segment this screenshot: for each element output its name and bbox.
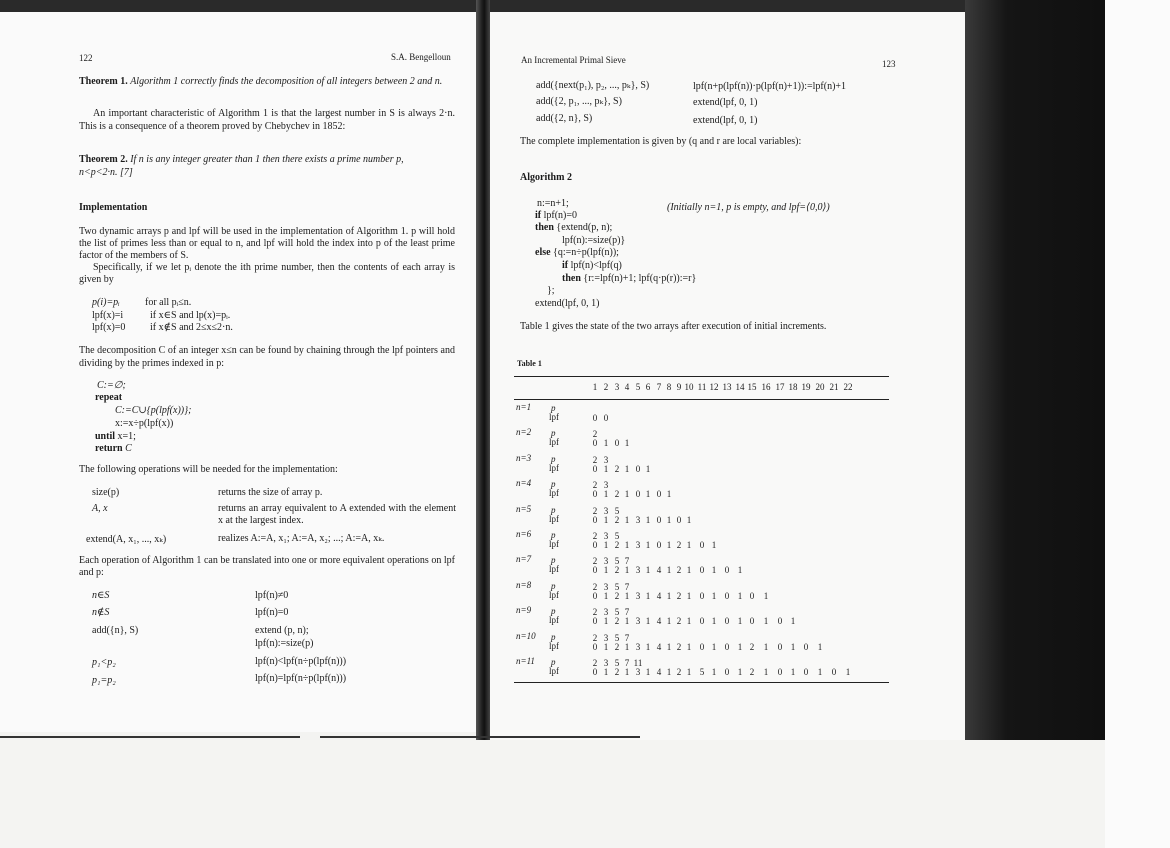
trans-rhs: lpf(n)=0 bbox=[255, 607, 289, 618]
table-cell: 1 bbox=[686, 565, 692, 576]
def-rhs: for all pᵢ≤n. bbox=[145, 297, 192, 308]
theorem-1: Theorem 1. Algorithm 1 correctly finds the decomposition of all integers between 2 and n. bbox=[79, 76, 443, 87]
table-header-cell: 21 bbox=[829, 382, 839, 392]
table-cell: 1 bbox=[737, 641, 743, 652]
table-cell: 3 bbox=[603, 556, 609, 567]
table-row-label: p bbox=[551, 580, 556, 591]
table-header-cell: 8 bbox=[666, 382, 672, 392]
table-cell: 1 bbox=[666, 667, 672, 677]
table-cell: 0 bbox=[592, 667, 598, 677]
table-row-label: n=1 bbox=[516, 402, 532, 412]
table-cell: 0 bbox=[699, 565, 705, 576]
table-cell: 0 bbox=[656, 514, 662, 525]
table-cell: 1 bbox=[666, 590, 672, 601]
table-cell: 2 bbox=[749, 641, 755, 652]
op-desc: returns the size of array p. bbox=[218, 487, 323, 498]
table-row-label: n=7 bbox=[516, 554, 532, 565]
op-desc: realizes A:=A, x₁; A:=A, x₂; ...; A:=A, xₖ. bbox=[218, 533, 385, 544]
table-cell: 0 bbox=[724, 667, 730, 677]
scan-bottom bbox=[0, 740, 1105, 848]
trans-lhs: n∉S bbox=[92, 607, 110, 618]
code-line: }; bbox=[547, 285, 555, 296]
scan-margin bbox=[1105, 0, 1170, 848]
table-cell: 1 bbox=[666, 540, 672, 550]
table-bottom-rule bbox=[514, 682, 889, 683]
trans-lhs: n∈S bbox=[92, 590, 110, 601]
table-cell: 0 bbox=[749, 616, 755, 627]
table-row-label: n=6 bbox=[516, 529, 532, 539]
table-row-label: p bbox=[551, 453, 556, 464]
trans-lhs: p₁=p₂ bbox=[92, 675, 116, 686]
table-row-label: n=4 bbox=[516, 478, 532, 489]
table-cell: 2 bbox=[592, 480, 598, 491]
table-cell: 2 bbox=[614, 667, 620, 677]
add-rhs: lpf(n+p(lpf(n))·p(lpf(n)+1)):=lpf(n)+1 bbox=[693, 81, 847, 92]
table-cell: 1 bbox=[666, 616, 672, 627]
table-cell: 1 bbox=[645, 590, 651, 601]
code-line: C:=∅; bbox=[97, 380, 126, 391]
table-cell: 2 bbox=[614, 590, 620, 601]
op-name: size(p) bbox=[92, 487, 120, 498]
table-cell: 1 bbox=[686, 616, 692, 627]
table-row-label: p bbox=[551, 403, 556, 413]
table-cell: 2 bbox=[592, 505, 598, 516]
table-row-label: p bbox=[551, 555, 556, 566]
table-caption: Table 1 bbox=[517, 359, 542, 368]
table-cell: 1 bbox=[737, 616, 743, 627]
table-row-label: lpf bbox=[549, 539, 559, 549]
table-cell: 1 bbox=[645, 463, 651, 474]
trans-rhs: lpf(n)<lpf(n÷p(lpf(n))) bbox=[255, 656, 347, 667]
table-cell: 1 bbox=[603, 489, 609, 500]
table-cell: 2 bbox=[592, 581, 598, 592]
table-cell: 1 bbox=[666, 641, 672, 652]
table-cell: 2 bbox=[676, 667, 682, 677]
table-cell: 0 bbox=[592, 438, 598, 449]
table-cell: 0 bbox=[724, 590, 730, 601]
table-cell: 2 bbox=[614, 565, 620, 576]
table-cell: 2 bbox=[614, 514, 620, 525]
paragraph: The decomposition C of an integer x≤n can be found by chaining through the lpf pointers and dividing by the primes indexed in p: bbox=[79, 345, 455, 369]
bottom-edge-line bbox=[320, 736, 640, 738]
table-cell: 5 bbox=[614, 581, 620, 592]
paragraph: Each operation of Algorithm 1 can be translated into one or more equivalent operations on lpf and p: bbox=[79, 555, 455, 578]
add-rhs: extend(lpf, 0, 1) bbox=[693, 97, 758, 108]
add-rhs: extend(lpf, 0, 1) bbox=[693, 115, 758, 126]
table-cell: 1 bbox=[711, 590, 717, 601]
table-cell: 1 bbox=[686, 514, 692, 525]
table-row-label: n=5 bbox=[516, 503, 532, 514]
table-header-cell: 20 bbox=[815, 382, 825, 392]
table-cell: 1 bbox=[603, 463, 609, 474]
table-cell: 2 bbox=[592, 658, 598, 668]
table-cell: 0 bbox=[699, 641, 705, 652]
table-cell: 2 bbox=[749, 667, 755, 677]
table-cell: 0 bbox=[592, 514, 598, 525]
table-cell: 1 bbox=[790, 616, 796, 627]
table-cell: 1 bbox=[686, 641, 692, 652]
paragraph: The complete implementation is given by (q and r are local variables): bbox=[520, 136, 802, 147]
table-row-label: p bbox=[551, 428, 556, 439]
table-cell: 1 bbox=[624, 667, 630, 677]
table-cell: 0 bbox=[724, 565, 730, 576]
code-line: n:=n+1; bbox=[537, 198, 569, 209]
table-cell: 2 bbox=[614, 641, 620, 652]
paragraph: Table 1 gives the state of the two arrays after execution of initial increments. bbox=[520, 321, 827, 332]
table-cell: 1 bbox=[666, 565, 672, 576]
bottom-edge-line bbox=[0, 736, 300, 738]
table-cell: 5 bbox=[614, 531, 620, 541]
table-cell: 2 bbox=[592, 607, 598, 618]
table-header-cell: 12 bbox=[709, 382, 719, 392]
table-header-cell: 5 bbox=[635, 382, 641, 392]
table-cell: 0 bbox=[614, 438, 620, 449]
table-cell: 2 bbox=[676, 540, 682, 550]
table-cell: 3 bbox=[603, 607, 609, 618]
table-cell: 0 bbox=[777, 641, 783, 652]
def-rhs: if x∈S and lp(x)=pᵢ. bbox=[150, 310, 231, 321]
table-cell: 11 bbox=[633, 658, 643, 668]
def-lhs: p(i)=pᵢ bbox=[92, 297, 120, 308]
table-cell: 1 bbox=[817, 641, 823, 652]
table-cell: 0 bbox=[831, 667, 837, 677]
code-comment: (Initially n=1, p is empty, and lpf=⟨0,0⟩) bbox=[667, 202, 830, 213]
table-cell: 0 bbox=[777, 616, 783, 627]
table-cell: 3 bbox=[603, 632, 609, 643]
table-cell: 1 bbox=[624, 514, 630, 525]
paragraph: Specifically, if we let pᵢ denote the ith prime number, then the contents of each array is given by bbox=[79, 262, 455, 285]
table-cell: 3 bbox=[635, 514, 641, 525]
code-line: then {extend(p, n); bbox=[535, 222, 613, 233]
table-row-label: n=8 bbox=[516, 579, 532, 590]
book-spine bbox=[476, 0, 490, 740]
running-head: An Incremental Primal Sieve bbox=[521, 55, 626, 65]
table-cell: 0 bbox=[749, 590, 755, 601]
table-cell: 4 bbox=[656, 616, 662, 627]
table-cell: 1 bbox=[624, 489, 630, 500]
table-cell: 1 bbox=[645, 641, 651, 652]
trans-rhs: lpf(n)≠0 bbox=[255, 590, 289, 601]
table-header-cell: 15 bbox=[747, 382, 757, 392]
table-cell: 1 bbox=[711, 540, 717, 550]
table-cell: 3 bbox=[603, 454, 609, 465]
table-cell: 1 bbox=[666, 514, 672, 525]
op-name: A, x bbox=[92, 503, 108, 514]
code-line: until x=1; bbox=[95, 431, 136, 442]
table-cell: 1 bbox=[711, 641, 717, 652]
table-cell: 1 bbox=[686, 667, 692, 677]
paragraph: An important characteristic of Algorithm 1 is that the largest number in S is always 2·n. This is a consequence of a theorem proved by Chebychev in 1852: bbox=[79, 108, 455, 132]
table-cell: 4 bbox=[656, 667, 662, 677]
table-cell: 7 bbox=[624, 632, 630, 643]
table-cell: 1 bbox=[737, 667, 743, 677]
table-cell: 3 bbox=[603, 531, 609, 541]
code-line: if lpf(n)<lpf(q) bbox=[562, 260, 622, 271]
table-cell: 0 bbox=[724, 641, 730, 652]
table-row-label: n=9 bbox=[516, 605, 532, 616]
table-cell: 1 bbox=[645, 565, 651, 576]
table-cell: 0 bbox=[592, 565, 598, 576]
op-name: extend(A, x₁, ..., xₖ) bbox=[86, 534, 167, 545]
code-line: return C bbox=[95, 443, 132, 454]
table-row-label: p bbox=[551, 479, 556, 490]
table-cell: 1 bbox=[737, 565, 743, 576]
table-cell: 1 bbox=[645, 616, 651, 627]
table-cell: 1 bbox=[645, 514, 651, 525]
table-cell: 0 bbox=[656, 540, 662, 550]
table-row-label: lpf bbox=[549, 513, 559, 524]
table-header-cell: 14 bbox=[735, 382, 745, 392]
table-row-label: lpf bbox=[549, 589, 559, 600]
add-lhs: add({2, p₁, ..., pₖ}, S) bbox=[536, 96, 622, 107]
table-row-label: n=3 bbox=[516, 452, 532, 463]
add-lhs: add({2, n}, S) bbox=[536, 113, 593, 124]
table-header-cell: 4 bbox=[624, 382, 630, 392]
table-cell: 1 bbox=[624, 438, 630, 449]
table-cell: 0 bbox=[603, 413, 609, 423]
code-line: if lpf(n)=0 bbox=[535, 210, 578, 221]
theorem-2: Theorem 2. If n is any integer greater than 1 then there exists a prime number p, n<p<2·n. [7] bbox=[79, 154, 404, 178]
table-cell: 1 bbox=[624, 641, 630, 652]
table-cell: 1 bbox=[737, 590, 743, 601]
table-header-cell: 22 bbox=[843, 382, 853, 392]
table-cell: 5 bbox=[614, 505, 620, 516]
table-header-cell: 19 bbox=[801, 382, 811, 392]
table-header-cell: 10 bbox=[684, 382, 694, 392]
table-cell: 0 bbox=[592, 590, 598, 601]
table-cell: 1 bbox=[603, 514, 609, 525]
code-keyword: repeat bbox=[95, 392, 123, 403]
table-cell: 1 bbox=[603, 438, 609, 449]
table-cell: 7 bbox=[624, 607, 630, 618]
code-line: extend(lpf, 0, 1) bbox=[535, 298, 600, 309]
table-cell: 4 bbox=[656, 641, 662, 652]
table-cell: 4 bbox=[656, 565, 662, 576]
table-header-cell: 7 bbox=[656, 382, 662, 392]
table-row-label: lpf bbox=[549, 564, 559, 575]
table-header-cell: 17 bbox=[775, 382, 785, 392]
table-cell: 2 bbox=[676, 616, 682, 627]
def-lhs: lpf(x)=i bbox=[92, 310, 124, 321]
table-cell: 2 bbox=[592, 429, 598, 440]
table-cell: 3 bbox=[635, 641, 641, 652]
table-cell: 1 bbox=[603, 590, 609, 601]
table-cell: 1 bbox=[763, 616, 769, 627]
table-cell: 0 bbox=[699, 590, 705, 601]
table-cell: 1 bbox=[603, 641, 609, 652]
table-row-label: lpf bbox=[549, 666, 559, 676]
table-cell: 0 bbox=[592, 616, 598, 627]
table-cell: 2 bbox=[614, 463, 620, 474]
table-row-label: p bbox=[551, 504, 556, 515]
def-lhs: lpf(x)=0 bbox=[92, 322, 126, 333]
table-row-label: lpf bbox=[549, 615, 559, 626]
table-cell: 2 bbox=[676, 565, 682, 576]
page-number: 122 bbox=[79, 53, 93, 63]
table-cell: 3 bbox=[603, 658, 609, 668]
table-cell: 1 bbox=[686, 540, 692, 550]
table-cell: 1 bbox=[624, 463, 630, 474]
paragraph: Two dynamic arrays p and lpf will be used in the implementation of Algorithm 1. p will hold the list of primes less than or equal to n, and lpf will hold the index into p of the least prime factor of the members of S. bbox=[79, 226, 455, 261]
op-desc: returns an array equivalent to A extended with the element x at the largest index. bbox=[218, 503, 456, 526]
code-line: lpf(n):=size(p)} bbox=[562, 235, 626, 246]
table-cell: 1 bbox=[711, 667, 717, 677]
table-cell: 3 bbox=[635, 590, 641, 601]
algorithm-heading: Algorithm 2 bbox=[520, 172, 572, 183]
table-cell: 1 bbox=[603, 667, 609, 677]
table-cell: 1 bbox=[686, 590, 692, 601]
running-head: S.A. Bengelloun bbox=[391, 52, 451, 62]
table-cell: 0 bbox=[592, 540, 598, 550]
table-cell: 1 bbox=[763, 667, 769, 677]
code-line: C:=C∪{p(lpf(x))}; bbox=[115, 405, 192, 416]
table-cell: 2 bbox=[676, 590, 682, 601]
table-cell: 3 bbox=[603, 505, 609, 516]
table-cell: 2 bbox=[592, 454, 598, 465]
table-cell: 1 bbox=[624, 590, 630, 601]
table-header-cell: 18 bbox=[788, 382, 798, 392]
table-cell: 5 bbox=[699, 667, 705, 677]
table-cell: 4 bbox=[656, 590, 662, 601]
table-header-cell: 2 bbox=[603, 382, 609, 392]
trans-rhs: extend (p, n); bbox=[255, 625, 309, 636]
table-cell: 1 bbox=[624, 565, 630, 576]
table-cell: 1 bbox=[763, 641, 769, 652]
table-header-rule bbox=[514, 399, 889, 400]
scan-shadow bbox=[965, 0, 1105, 740]
table-cell: 1 bbox=[711, 616, 717, 627]
table-cell: 5 bbox=[614, 607, 620, 618]
table-top-rule bbox=[514, 376, 889, 377]
table-cell: 7 bbox=[624, 658, 630, 668]
table-cell: 1 bbox=[624, 540, 630, 550]
table-cell: 5 bbox=[614, 632, 620, 643]
trans-lhs: p₁<p₂ bbox=[92, 657, 116, 668]
table-row-label: lpf bbox=[549, 640, 559, 651]
table-header-cell: 3 bbox=[614, 382, 620, 392]
table-row-label: lpf bbox=[549, 462, 559, 473]
paragraph: The following operations will be needed for the implementation: bbox=[79, 464, 338, 475]
table-cell: 1 bbox=[603, 565, 609, 576]
table-row-label: lpf bbox=[549, 488, 559, 499]
table-row-label: lpf bbox=[549, 437, 559, 448]
table-header-cell: 9 bbox=[676, 382, 682, 392]
table-cell: 0 bbox=[656, 489, 662, 500]
table-header-cell: 13 bbox=[722, 382, 732, 392]
table-cell: 1 bbox=[666, 489, 672, 500]
table-cell: 2 bbox=[592, 632, 598, 643]
table-row-label: n=10 bbox=[516, 630, 536, 641]
table-cell: 1 bbox=[603, 616, 609, 627]
table-cell: 3 bbox=[635, 616, 641, 627]
code-line: else {q:=n÷p(lpf(n)); bbox=[535, 247, 619, 258]
table-cell: 7 bbox=[624, 556, 630, 567]
table-cell: 0 bbox=[592, 463, 598, 474]
table-cell: 3 bbox=[635, 540, 641, 550]
code-line: x:=x÷p(lpf(x)) bbox=[115, 418, 174, 429]
table-cell: 1 bbox=[645, 667, 651, 677]
table-cell: 0 bbox=[803, 641, 809, 652]
add-lhs: add({next(p₁), p₂, ..., pₖ}, S) bbox=[536, 80, 650, 91]
table-row-label: lpf bbox=[549, 412, 559, 422]
table-cell: 3 bbox=[603, 480, 609, 491]
table-cell: 1 bbox=[645, 540, 651, 550]
table-cell: 0 bbox=[592, 641, 598, 652]
section-heading: Implementation bbox=[79, 202, 148, 213]
table-cell: 0 bbox=[635, 463, 641, 474]
table-cell: 0 bbox=[592, 413, 598, 423]
table-row-label: n=11 bbox=[516, 656, 535, 666]
table-cell: 1 bbox=[624, 616, 630, 627]
table-cell: 3 bbox=[635, 667, 641, 677]
table-cell: 0 bbox=[803, 667, 809, 677]
table-cell: 0 bbox=[724, 616, 730, 627]
table-cell: 1 bbox=[763, 590, 769, 601]
table-cell: 2 bbox=[614, 489, 620, 500]
table-row-label: p bbox=[551, 631, 556, 642]
table-cell: 0 bbox=[635, 489, 641, 500]
table-row-label: n=2 bbox=[516, 427, 532, 438]
table-cell: 0 bbox=[777, 667, 783, 677]
table-cell: 0 bbox=[699, 540, 705, 550]
table-cell: 1 bbox=[817, 667, 823, 677]
table-header-cell: 16 bbox=[761, 382, 771, 392]
table-cell: 1 bbox=[645, 489, 651, 500]
table-cell: 0 bbox=[676, 514, 682, 525]
table-cell: 2 bbox=[592, 556, 598, 567]
table-cell: 1 bbox=[845, 667, 851, 677]
table-cell: 2 bbox=[592, 531, 598, 541]
table-cell: 7 bbox=[624, 581, 630, 592]
trans-lhs: add({n}, S) bbox=[92, 625, 139, 636]
table-cell: 1 bbox=[790, 667, 796, 677]
table-header-cell: 6 bbox=[645, 382, 651, 392]
table-cell: 3 bbox=[603, 581, 609, 592]
table-row-label: p bbox=[551, 530, 556, 540]
table-cell: 2 bbox=[614, 616, 620, 627]
table-cell: 0 bbox=[592, 489, 598, 500]
table-header-cell: 11 bbox=[697, 382, 707, 392]
table-cell: 5 bbox=[614, 556, 620, 567]
table-cell: 2 bbox=[614, 540, 620, 550]
table-cell: 1 bbox=[711, 565, 717, 576]
def-rhs: if x∉S and 2≤x≤2·n. bbox=[150, 322, 233, 333]
table-cell: 3 bbox=[635, 565, 641, 576]
trans-rhs: lpf(n)=lpf(n÷p(lpf(n))) bbox=[255, 673, 347, 684]
table-header-cell: 1 bbox=[592, 382, 598, 392]
code-line: then {r:=lpf(n)+1; lpf(q·p(r)):=r} bbox=[562, 273, 697, 284]
page-number: 123 bbox=[882, 59, 896, 69]
table-cell: 2 bbox=[676, 641, 682, 652]
table-cell: 1 bbox=[790, 641, 796, 652]
table-row-label: p bbox=[551, 657, 556, 667]
table-cell: 5 bbox=[614, 658, 620, 668]
table-row-label: p bbox=[551, 606, 556, 617]
trans-rhs: lpf(n):=size(p) bbox=[255, 638, 314, 649]
table-cell: 0 bbox=[699, 616, 705, 627]
table-cell: 1 bbox=[603, 540, 609, 550]
